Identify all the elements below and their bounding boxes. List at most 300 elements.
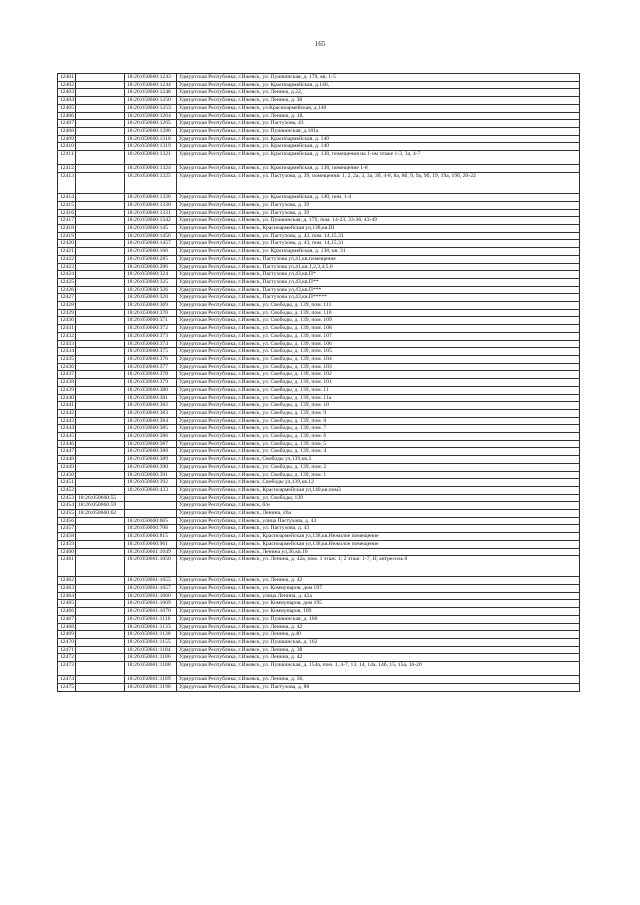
- row-number-cell: 12456: [58, 517, 76, 525]
- row-number-cell: 12421: [58, 248, 76, 256]
- table-row: [58, 394, 580, 402]
- row-number-cell: 12423: [58, 263, 76, 271]
- cadastral-number-cell: 18:26:050660:961: [125, 540, 177, 548]
- row-number-cell: 12453: [58, 494, 76, 502]
- cadastral-number-cell: 18:26:050660:372: [125, 325, 177, 333]
- address-cell: Удмуртская Республика, г.Ижевск, ул. Пушкинская, д.181а: [177, 127, 580, 135]
- row-number-cell: 12414: [58, 194, 76, 202]
- old-cadastral-number-cell: [76, 355, 125, 363]
- old-cadastral-number-cell: [76, 585, 125, 593]
- old-cadastral-number-cell: [76, 201, 125, 209]
- table-row: [58, 112, 580, 120]
- old-cadastral-number-cell: [76, 662, 125, 676]
- address-cell: Удмуртская Республика, г.Ижевск, ул. Ленина, д. 42: [177, 577, 580, 585]
- row-number-cell: 12441: [58, 402, 76, 410]
- old-cadastral-number-cell: [76, 638, 125, 646]
- table-row: [58, 209, 580, 217]
- old-cadastral-number-cell: [76, 248, 125, 256]
- cadastral-number-cell: 18:26:050661:1070: [125, 608, 177, 616]
- table-row: [58, 255, 580, 263]
- address-cell: Удмуртская Республика, г.Ижевск, Ленина, 26а: [177, 510, 580, 518]
- address-cell: Удмуртская Республика, г.Ижевск, ул. Свободы, д. 139, пом. 108: [177, 325, 580, 333]
- row-number-cell: 12451: [58, 479, 76, 487]
- row-number-cell: 12442: [58, 409, 76, 417]
- address-cell: Удмуртская Республика, г.Ижевск, улица Пастухова, д. 43: [177, 517, 580, 525]
- table-row: [58, 286, 580, 294]
- address-cell: Удмуртская Республика, г.Ижевск, ул. Пастухова, 43: [177, 120, 580, 128]
- cadastral-number-cell: 18:26:050660:1243: [125, 74, 177, 82]
- address-cell: Удмуртская Республика, г.Ижевск, Свободы ул,139,кв.3: [177, 456, 580, 464]
- table-row: [58, 456, 580, 464]
- row-number-cell: 12457: [58, 525, 76, 533]
- address-cell: Удмуртская Республика, г.Ижевск, ул. Пастухова, д. 39: [177, 201, 580, 209]
- row-number-cell: 12471: [58, 646, 76, 654]
- cadastral-number-cell: 18:26:050660:286: [125, 263, 177, 271]
- row-number-cell: 12439: [58, 386, 76, 394]
- cadastral-number-cell: 18:26:050660:1330: [125, 201, 177, 209]
- old-cadastral-number-cell: [76, 225, 125, 233]
- table-row: [58, 371, 580, 379]
- cadastral-number-cell: 18:26:050660:383: [125, 409, 177, 417]
- cadastral-number-cell: 18:26:050660:326: [125, 286, 177, 294]
- old-cadastral-number-cell: [76, 486, 125, 494]
- row-number-cell: 12448: [58, 456, 76, 464]
- row-number-cell: 12437: [58, 371, 76, 379]
- cadastral-number-cell: 18:26:050661:1116: [125, 615, 177, 623]
- register-table-body: [58, 74, 580, 692]
- cadastral-number-cell: 18:26:050660:433: [125, 486, 177, 494]
- cadastral-number-cell: 18:26:050660:370: [125, 309, 177, 317]
- cadastral-number-cell: [125, 494, 177, 502]
- cadastral-number-cell: 18:26:050660:1264: [125, 112, 177, 120]
- table-row: [58, 676, 580, 684]
- table-row: [58, 151, 580, 165]
- address-cell: Удмуртская Республика, г.Ижевск, ул. Свободы, д. 139, пом. 11: [177, 386, 580, 394]
- address-cell: Удмуртская Республика, г.Ижевск, ул. Свободы, д. 139, пом. 5: [177, 440, 580, 448]
- row-number-cell: 12426: [58, 286, 76, 294]
- old-cadastral-number-cell: [76, 540, 125, 548]
- row-number-cell: 12415: [58, 201, 76, 209]
- cadastral-number-cell: 18:26:050660:1324: [125, 165, 177, 173]
- table-row: [58, 409, 580, 417]
- address-cell: Удмуртская Республика, г.Ижевск, ул. Пушкинская, д. 154а, пом. 1, 4-7, 13, 14, 14а, 14б, 15, 15а, 16-20: [177, 662, 580, 676]
- old-cadastral-number-cell: [76, 97, 125, 105]
- old-cadastral-number-cell: [76, 440, 125, 448]
- row-number-cell: 12459: [58, 540, 76, 548]
- table-row: [58, 525, 580, 533]
- old-cadastral-number-cell: [76, 217, 125, 225]
- old-cadastral-number-cell: [76, 332, 125, 340]
- address-cell: Удмуртская Республика, г.Ижевск, б/н: [177, 502, 580, 510]
- address-cell: Удмуртская Республика, г.Ижевск, ул.Красноармейская, д.140: [177, 104, 580, 112]
- table-row: [58, 608, 580, 616]
- table-row: [58, 135, 580, 143]
- cadastral-number-cell: 18:26:050660:390: [125, 463, 177, 471]
- table-row: [58, 309, 580, 317]
- row-number-cell: 12429: [58, 309, 76, 317]
- cadastral-number-cell: 18:26:050660:325: [125, 278, 177, 286]
- old-cadastral-number-cell: [76, 592, 125, 600]
- table-row: [58, 585, 580, 593]
- row-number-cell: 12472: [58, 654, 76, 662]
- row-number-cell: 12473: [58, 662, 76, 676]
- address-cell: Удмуртская Республика, г.Ижевск, ул. Свободы, д. 139, пом. 8: [177, 417, 580, 425]
- row-number-cell: 12445: [58, 433, 76, 441]
- table-row: [58, 248, 580, 256]
- old-cadastral-number-cell: [76, 325, 125, 333]
- address-cell: Удмуртская Республика, г.Ижевск, ул. Ленина, д. 30: [177, 97, 580, 105]
- old-cadastral-number-cell: [76, 684, 125, 692]
- table-row: [58, 577, 580, 585]
- address-cell: Удмуртская Республика, г.Ижевск, Пастухова ул,43,кв.П*****: [177, 294, 580, 302]
- address-cell: Удмуртская Республика, г.Ижевск, ул. Свободы, д. 139, пом. 1: [177, 471, 580, 479]
- table-row: [58, 240, 580, 248]
- cadastral-number-cell: 18:26:050661:1069: [125, 600, 177, 608]
- cadastral-number-cell: 18:26:050661:1049: [125, 548, 177, 556]
- row-number-cell: 12413: [58, 173, 76, 194]
- cadastral-register-table: [57, 73, 580, 692]
- cadastral-number-cell: 18:26:050660:324: [125, 271, 177, 279]
- row-number-cell: 12435: [58, 355, 76, 363]
- page-number: 165: [314, 40, 326, 48]
- table-row: [58, 646, 580, 654]
- address-cell: Удмуртская Республика, г.Ижевск, Пастухова ул,41,кв.1,2,3,4,5,6: [177, 263, 580, 271]
- cadastral-number-cell: 18:26:050660:376: [125, 355, 177, 363]
- table-row: [58, 600, 580, 608]
- old-cadastral-number-cell: [76, 309, 125, 317]
- old-cadastral-number-cell: [76, 348, 125, 356]
- address-cell: Удмуртская Республика, г.Ижевск, ул. Ленина, д. 42а, пом. 1 этаж: 1; 2 этаж: 1-7, II; антресоль 8: [177, 556, 580, 577]
- table-row: [58, 556, 580, 577]
- old-cadastral-number-cell: [76, 255, 125, 263]
- old-cadastral-number-cell: [76, 143, 125, 151]
- table-row: [58, 548, 580, 556]
- address-cell: Удмуртская Республика, г.Ижевск, ул. Свободы, д. 139, пом. 11а: [177, 394, 580, 402]
- old-cadastral-number-cell: [76, 232, 125, 240]
- old-cadastral-number-cell: [76, 533, 125, 541]
- table-row: [58, 386, 580, 394]
- old-cadastral-number-cell: [76, 615, 125, 623]
- old-cadastral-number-cell: [76, 271, 125, 279]
- old-cadastral-number-cell: [76, 600, 125, 608]
- row-number-cell: 12420: [58, 240, 76, 248]
- address-cell: Удмуртская Республика, г.Ижевск, ул. Пушкинская, д. 160: [177, 615, 580, 623]
- row-number-cell: 12440: [58, 394, 76, 402]
- table-row: [58, 348, 580, 356]
- old-cadastral-number-cell: [76, 623, 125, 631]
- old-cadastral-number-cell: [76, 302, 125, 310]
- cadastral-number-cell: 18:26:050661:1138: [125, 631, 177, 639]
- address-cell: Удмуртская Республика, г.Ижевск, ул. Свободы, д. 139, пом. 102: [177, 371, 580, 379]
- address-cell: Удмуртская Республика, г.Ижевск, ул. Свободы, д. 139, пом. 105: [177, 348, 580, 356]
- row-number-cell: 12454: [58, 502, 76, 510]
- cadastral-number-cell: 18:26:050660:1342: [125, 217, 177, 225]
- old-cadastral-number-cell: [76, 263, 125, 271]
- old-cadastral-number-cell: [76, 173, 125, 194]
- old-cadastral-number-cell: [76, 151, 125, 165]
- cadastral-number-cell: 18:26:050661:1055: [125, 577, 177, 585]
- row-number-cell: 12434: [58, 348, 76, 356]
- row-number-cell: 12444: [58, 425, 76, 433]
- table-row: [58, 340, 580, 348]
- old-cadastral-number-cell: [76, 394, 125, 402]
- address-cell: Удмуртская Республика, г.Ижевск, ул. Свободы, д. 139, пом. 103: [177, 363, 580, 371]
- old-cadastral-number-cell: [76, 556, 125, 577]
- row-number-cell: 12464: [58, 592, 76, 600]
- cadastral-number-cell: 18:26:050660:384: [125, 417, 177, 425]
- address-cell: Удмуртская Республика, г.Ижевск, ул. Пушкинская, д. 179, пом. 14-23, 33-36, 43-49: [177, 217, 580, 225]
- address-cell: Удмуртская Республика, г.Ижевск, ул. Свободы, д. 139, пом. 111: [177, 302, 580, 310]
- cadastral-number-cell: 18:26:050660:385: [125, 425, 177, 433]
- row-number-cell: 12427: [58, 294, 76, 302]
- cadastral-number-cell: 18:26:050660:380: [125, 386, 177, 394]
- table-row: [58, 120, 580, 128]
- cadastral-number-cell: 18:26:050660:391: [125, 471, 177, 479]
- table-row: [58, 638, 580, 646]
- cadastral-number-cell: 18:26:050660:382: [125, 402, 177, 410]
- old-cadastral-number-cell: [76, 294, 125, 302]
- cadastral-number-cell: 18:26:050660:389: [125, 456, 177, 464]
- table-row: [58, 425, 580, 433]
- cadastral-number-cell: 18:26:050660:1318: [125, 135, 177, 143]
- row-number-cell: 12431: [58, 325, 76, 333]
- address-cell: Удмуртская Республика, г.Ижевск, ул. Красноармейская, д. 138, кв. 31: [177, 248, 580, 256]
- row-number-cell: 12468: [58, 623, 76, 631]
- table-row: [58, 615, 580, 623]
- table-row: [58, 631, 580, 639]
- row-number-cell: 12458: [58, 533, 76, 541]
- old-cadastral-number-cell: [76, 120, 125, 128]
- address-cell: Удмуртская Республика, г.Ижевск, ул. Свободы, д. 139, пом. 101: [177, 379, 580, 387]
- address-cell: Удмуртская Республика, г.Ижевск, ул. Свободы, д. 139, пом. 10: [177, 402, 580, 410]
- old-cadastral-number-cell: [76, 548, 125, 556]
- table-row: [58, 440, 580, 448]
- table-row: [58, 448, 580, 456]
- row-number-cell: 12411: [58, 151, 76, 165]
- row-number-cell: 12452: [58, 486, 76, 494]
- old-cadastral-number-cell: [76, 646, 125, 654]
- table-row: [58, 263, 580, 271]
- cadastral-number-cell: 18:26:050661:1057: [125, 585, 177, 593]
- row-number-cell: 12418: [58, 225, 76, 233]
- table-row: [58, 294, 580, 302]
- row-number-cell: 12433: [58, 340, 76, 348]
- old-cadastral-number-cell: [76, 425, 125, 433]
- row-number-cell: 12417: [58, 217, 76, 225]
- cadastral-number-cell: 18:26:050660:1331: [125, 209, 177, 217]
- row-number-cell: 12410: [58, 143, 76, 151]
- address-cell: Удмуртская Республика, г.Ижевск, ул. Ленина, д. 36,: [177, 676, 580, 684]
- address-cell: Удмуртская Республика, г.Ижевск, ул. Красноармейская, д. 140, пом. 1-4: [177, 194, 580, 202]
- table-row: [58, 533, 580, 541]
- cadastral-number-cell: 18:26:050661:1050: [125, 556, 177, 577]
- cadastral-number-cell: 18:26:050660:378: [125, 371, 177, 379]
- row-number-cell: 12402: [58, 81, 76, 89]
- old-cadastral-number-cell: [76, 525, 125, 533]
- cadastral-number-cell: 18:26:050661:1188: [125, 662, 177, 676]
- table-row: [58, 332, 580, 340]
- old-cadastral-number-cell: [76, 112, 125, 120]
- cadastral-number-cell: 18:26:050660:374: [125, 340, 177, 348]
- old-cadastral-number-cell: 18:26:050660:59: [76, 502, 125, 510]
- old-cadastral-number-cell: [76, 240, 125, 248]
- table-row: [58, 143, 580, 151]
- address-cell: Удмуртская Республика, г.Ижевск, ул. Свободы, д. 139, пом. 2: [177, 463, 580, 471]
- table-row: [58, 165, 580, 173]
- cadastral-number-cell: 18:26:050661:1190: [125, 684, 177, 692]
- row-number-cell: 12475: [58, 684, 76, 692]
- cadastral-number-cell: 18:26:050660:1325: [125, 173, 177, 194]
- address-cell: Удмуртская Республика, г.Ижевск, ул. Пастухова, д. 39: [177, 209, 580, 217]
- address-cell: Удмуртская Республика, г.Ижевск, ул. Свободы, д. 139, пом. 107: [177, 332, 580, 340]
- row-number-cell: 12449: [58, 463, 76, 471]
- old-cadastral-number-cell: [76, 479, 125, 487]
- address-cell: Удмуртская Республика, г.Ижевск, ул. Пастухова, д. 43, пом. 14,15,31: [177, 232, 580, 240]
- old-cadastral-number-cell: [76, 74, 125, 82]
- cadastral-number-cell: 18:26:050660:285: [125, 255, 177, 263]
- cadastral-number-cell: 18:26:050660:1457: [125, 240, 177, 248]
- address-cell: Удмуртская Республика, г.Ижевск, Красноармейская ул,138,кв.Нежилое помещение: [177, 533, 580, 541]
- address-cell: Удмуртская Республика, г.Ижевск, ул. Красноармейская, д. 138, помещение 1-8: [177, 165, 580, 173]
- cadastral-number-cell: 18:26:050660:1250: [125, 97, 177, 105]
- old-cadastral-number-cell: [76, 135, 125, 143]
- table-row: [58, 502, 580, 510]
- table-row: [58, 433, 580, 441]
- address-cell: Удмуртская Республика, г.Ижевск, ул. Ленина, д.22,: [177, 89, 580, 97]
- row-number-cell: 12419: [58, 232, 76, 240]
- row-number-cell: 12401: [58, 74, 76, 82]
- address-cell: Удмуртская Республика, г.Ижевск, Пастухова ул,43,кв.П**: [177, 278, 580, 286]
- old-cadastral-number-cell: [76, 371, 125, 379]
- old-cadastral-number-cell: 18:26:050660:62: [76, 510, 125, 518]
- row-number-cell: 12430: [58, 317, 76, 325]
- row-number-cell: 12450: [58, 471, 76, 479]
- address-cell: Удмуртская Республика, г.Ижевск, ул. Ленина, д. 38: [177, 646, 580, 654]
- table-row: [58, 127, 580, 135]
- table-row: [58, 486, 580, 494]
- row-number-cell: 12438: [58, 379, 76, 387]
- cadastral-number-cell: 18:26:050660:373: [125, 332, 177, 340]
- address-cell: Удмуртская Республика, г.Ижевск, ул. Красноармейская, д. 140: [177, 135, 580, 143]
- table-row: [58, 278, 580, 286]
- old-cadastral-number-cell: [76, 165, 125, 173]
- cadastral-number-cell: 18:26:050660:386: [125, 433, 177, 441]
- row-number-cell: 12405: [58, 104, 76, 112]
- cadastral-number-cell: 18:26:050661:1186: [125, 654, 177, 662]
- address-cell: Удмуртская Республика, г.Ижевск, ул. Свободы, д. 139, пом. 9: [177, 409, 580, 417]
- table-row: [58, 271, 580, 279]
- row-number-cell: 12422: [58, 255, 76, 263]
- old-cadastral-number-cell: [76, 463, 125, 471]
- old-cadastral-number-cell: [76, 386, 125, 394]
- row-number-cell: 12470: [58, 638, 76, 646]
- cadastral-number-cell: 18:26:050660:388: [125, 448, 177, 456]
- table-row: [58, 510, 580, 518]
- row-number-cell: 12403: [58, 89, 76, 97]
- old-cadastral-number-cell: [76, 631, 125, 639]
- old-cadastral-number-cell: [76, 194, 125, 202]
- old-cadastral-number-cell: [76, 104, 125, 112]
- address-cell: Удмуртская Республика, г.Ижевск, ул. Пастухова, д. 43, пом. 14,15,31: [177, 240, 580, 248]
- row-number-cell: 12466: [58, 608, 76, 616]
- cadastral-number-cell: 18:26:050660:379: [125, 379, 177, 387]
- table-row: [58, 232, 580, 240]
- row-number-cell: 12463: [58, 585, 76, 593]
- address-cell: Удмуртская Республика, г.Ижевск, ул. Коммунаров, дом 195: [177, 600, 580, 608]
- cadastral-number-cell: 18:26:050660:387: [125, 440, 177, 448]
- address-cell: Удмуртская Республика, г.Ижевск, ул. Свободы, д. 139, пом. 109: [177, 317, 580, 325]
- address-cell: Удмуртская Республика, г.Ижевск, ул. Ленина, д. 42: [177, 623, 580, 631]
- old-cadastral-number-cell: [76, 317, 125, 325]
- old-cadastral-number-cell: [76, 81, 125, 89]
- table-row: [58, 325, 580, 333]
- cadastral-number-cell: 18:26:050660:166: [125, 248, 177, 256]
- row-number-cell: 12409: [58, 135, 76, 143]
- table-row: [58, 471, 580, 479]
- old-cadastral-number-cell: [76, 676, 125, 684]
- row-number-cell: 12447: [58, 448, 76, 456]
- address-cell: Удмуртская Республика, г.Ижевск, ул. Ленина, д.40: [177, 631, 580, 639]
- address-cell: Удмуртская Республика, г.Ижевск, ул. Красноармейская, д. 138, помещения на 1-ом этаже 1-3, 3а, 4-7: [177, 151, 580, 165]
- table-row: [58, 402, 580, 410]
- table-row: [58, 684, 580, 692]
- cadastral-number-cell: 18:26:050660:1244: [125, 81, 177, 89]
- address-cell: Удмуртская Республика, г.Ижевск, ул. Свободы, д. 139, пом. 4: [177, 448, 580, 456]
- row-number-cell: 12436: [58, 363, 76, 371]
- old-cadastral-number-cell: [76, 278, 125, 286]
- old-cadastral-number-cell: [76, 363, 125, 371]
- address-cell: Удмуртская Республика, г.Ижевск, ул. Свободы, д. 139, пом. 7: [177, 425, 580, 433]
- cadastral-number-cell: 18:26:050660:369: [125, 302, 177, 310]
- row-number-cell: 12416: [58, 209, 76, 217]
- table-row: [58, 317, 580, 325]
- address-cell: Удмуртская Республика, г.Ижевск, ул. Красноармейская, д. 140: [177, 143, 580, 151]
- table-row: [58, 217, 580, 225]
- table-row: [58, 363, 580, 371]
- table-row: [58, 517, 580, 525]
- table-row: [58, 379, 580, 387]
- cadastral-number-cell: 18:26:050660:392: [125, 479, 177, 487]
- table-row: [58, 173, 580, 194]
- table-row: [58, 89, 580, 97]
- old-cadastral-number-cell: [76, 433, 125, 441]
- old-cadastral-number-cell: [76, 402, 125, 410]
- address-cell: Удмуртская Республика, г.Ижевск, ул. Пушкинская, д. 162: [177, 638, 580, 646]
- address-cell: Удмуртская Республика, г.Ижевск, Пастухова ул,43,кв.П***: [177, 286, 580, 294]
- table-row: [58, 463, 580, 471]
- cadastral-number-cell: 18:26:050660:377: [125, 363, 177, 371]
- old-cadastral-number-cell: [76, 471, 125, 479]
- old-cadastral-number-cell: [76, 456, 125, 464]
- row-number-cell: 12465: [58, 600, 76, 608]
- address-cell: Удмуртская Республика, г.Ижевск, ул. Ленина, д. 42: [177, 654, 580, 662]
- old-cadastral-number-cell: [76, 654, 125, 662]
- address-cell: Удмуртская Республика, г.Ижевск, ул. Коммунаров, дом 197: [177, 585, 580, 593]
- old-cadastral-number-cell: [76, 409, 125, 417]
- address-cell: Удмуртская Республика, г.Ижевск, Красноармейская ул,140,кв.пом3: [177, 486, 580, 494]
- table-row: [58, 81, 580, 89]
- row-number-cell: 12432: [58, 332, 76, 340]
- old-cadastral-number-cell: [76, 286, 125, 294]
- address-cell: Удмуртская Республика, г.Ижевск, Красноармейская ул,138,кв.Нежилое помещение: [177, 540, 580, 548]
- old-cadastral-number-cell: [76, 89, 125, 97]
- row-number-cell: 12424: [58, 271, 76, 279]
- old-cadastral-number-cell: [76, 209, 125, 217]
- address-cell: Удмуртская Республика, г.Ижевск, Ленина ул,36,кв.10: [177, 548, 580, 556]
- old-cadastral-number-cell: [76, 448, 125, 456]
- table-row: [58, 494, 580, 502]
- table-row: [58, 302, 580, 310]
